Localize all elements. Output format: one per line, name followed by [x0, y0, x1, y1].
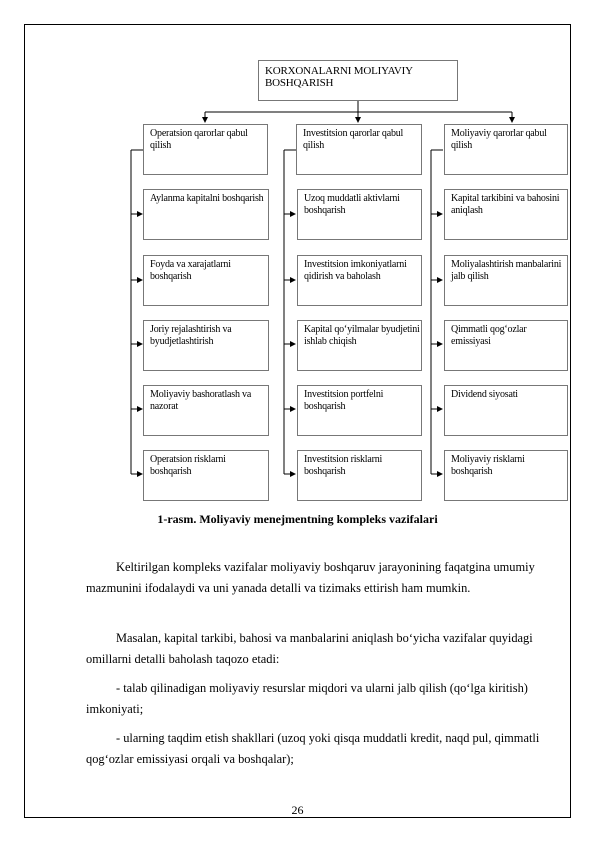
- page-number: 26: [291, 803, 304, 817]
- diagram-box: Qimmatli qog‘ozlar emissiyasi: [444, 320, 568, 371]
- body-paragraph: - ularning taqdim etish shakllari (uzoq yoki qisqa muddatli kredit, naqd pul, qimmatli qog‘ozlar emissiyasi orqali va boshqalar);: [86, 731, 540, 766]
- diagram-root-box: KORXONALARNI MOLIYAVIY BOSHQARISH: [258, 60, 458, 101]
- diagram-box: Foyda va xarajatlarni boshqarish: [143, 255, 269, 306]
- body-paragraph: - talab qilinadigan moliyaviy resurslar miqdori va ularni jalb qilish (qo‘lga kiritish) imkoniyati;: [86, 681, 528, 716]
- diagram-box: Moliyalashtirish manbalarini jalb qilish: [444, 255, 568, 306]
- diagram-box: Moliyaviy risklarni boshqarish: [444, 450, 568, 501]
- column-header-investment: Investitsion qarorlar qabul qilish: [296, 124, 422, 175]
- body-paragraph: Masalan, kapital tarkibi, bahosi va manbalarini aniqlash bo‘yicha vazifalar quyidagi omillarni detalli baholash taqozo etadi:: [86, 631, 533, 666]
- diagram-box: Uzoq muddatli aktivlarni boshqarish: [297, 189, 422, 240]
- diagram-box: Dividend siyosati: [444, 385, 568, 436]
- figure-caption: 1-rasm. Moliyaviy menejmentning kompleks vazifalari: [157, 512, 438, 526]
- diagram-box: Kapital tarkibini va bahosini aniqlash: [444, 189, 568, 240]
- body-paragraph: Keltirilgan kompleks vazifalar moliyaviy boshqaruv jarayonining faqatgina umumiy mazmunini ifodalaydi va uni yanada detalli va tizimaks ettirish ham mumkin.: [86, 560, 535, 595]
- diagram-box: Investitsion imkoniyatlarni qidirish va baholash: [297, 255, 422, 306]
- column-header-financial: Moliyaviy qarorlar qabul qilish: [444, 124, 568, 175]
- diagram-box: Investitsion portfelni boshqarish: [297, 385, 422, 436]
- diagram-box: Aylanma kapitalni boshqarish: [143, 189, 269, 240]
- diagram-box: Moliyaviy bashoratlash va nazorat: [143, 385, 269, 436]
- diagram-box: Kapital qo‘yilmalar byudjetini ishlab chiqish: [297, 320, 422, 371]
- diagram-box: Operatsion risklarni boshqarish: [143, 450, 269, 501]
- diagram-box: Joriy rejalashtirish va byudjetlashtirish: [143, 320, 269, 371]
- column-header-operational: Operatsion qarorlar qabul qilish: [143, 124, 268, 175]
- diagram-box: Investitsion risklarni boshqarish: [297, 450, 422, 501]
